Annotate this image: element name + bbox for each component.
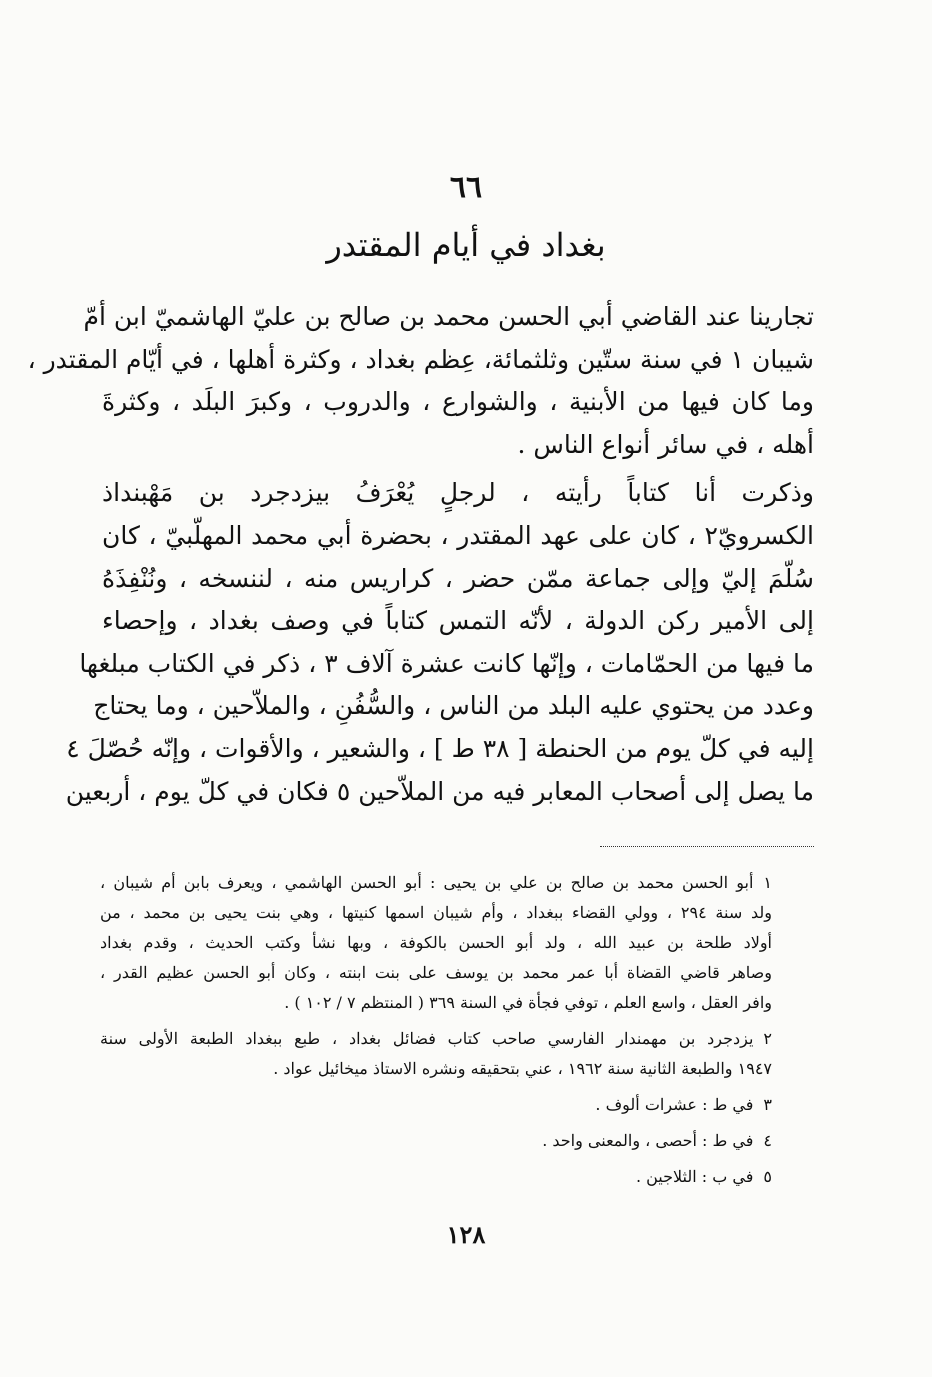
footnote-text: وصاهر قاضي القضاة أبا عمر محمد بن يوسف على بنت ابنته ، وكان أبو الحسن عظيم القدر ،: [100, 963, 772, 982]
footnote-text: ولد سنة ٢٩٤ ، وولي القضاء ببغداد ، وأم شيبان اسمها كنيتها ، وهي بنت يحيى بن محمد ، من: [100, 903, 773, 922]
body-line: إلى الأمير ركن الدولة ، لأنّه التمس كتاباً في وصف بغداد ، وإحصاء: [102, 606, 814, 636]
chapter-title: بغداد في أيام المقتدر: [326, 226, 606, 264]
body-line: سُلّمَ إليّ وإلى جماعة ممّن حضر ، كراريس منه ، لننسخه ، ونُنْفِذَهُ: [102, 563, 814, 593]
footnote-text: أولاد طلحة بن عبيد الله ، ولد أبو الحسن بالكوفة ، وبها نشأ وكتب الحديث ، وقدم بغداد: [100, 933, 773, 952]
footnote-text: ١٩٤٧ والطبعة الثانية سنة ١٩٦٢ ، عني بتحقيقه ونشره الاستاذ ميخائيل عواد .: [273, 1059, 772, 1078]
footnote-1: [100, 868, 772, 1018]
footnote-text: أبو الحسن محمد بن صالح بن علي بن يحيى : أبو الحسن الهاشمي ، ويعرف بابن أم شيبان ،: [100, 873, 754, 892]
body-text: [27, 296, 814, 813]
body-line: الكسرويّ٢ ، كان على عهد المقتدر ، بحضرة أبي محمد المهلّبيّ ، كان: [102, 520, 814, 550]
footnote-3: [100, 1090, 772, 1120]
footnote-text: يزدجرد بن مهمندار الفارسي صاحب كتاب فضائل بغداد ، طبع ببغداد الطبعة الأولى سنة: [100, 1029, 754, 1048]
footnote-divider: [600, 846, 814, 847]
footnotes: [100, 868, 772, 1192]
page-number: ١٢٨: [446, 1220, 486, 1249]
body-line: شيبان ١ في سنة ستّين وثلثمائة، عِظم بغداد ، وكثرة أهلها ، في أيّام المقتدر ،: [27, 344, 814, 374]
footnote-number: ٣: [763, 1095, 772, 1114]
body-line: تجارينا عند القاضي أبي الحسن محمد بن صالح بن عليّ الهاشميّ ابن أمّ: [83, 302, 814, 331]
footnote-number: ١: [763, 873, 772, 892]
body-line: وذكرت أنا كتاباً رأيته ، لرجلٍ يُعْرَفُ بيزدجرد بن مَهْبنداذ: [102, 478, 814, 508]
chapter-number: ٦٦: [449, 170, 483, 205]
footnote-text: في ب : الثلاجين .: [635, 1167, 754, 1186]
footnote-text: في ط : أحصى ، والمعنى واحد .: [542, 1131, 754, 1150]
body-line: وما كان فيها من الأبنية ، والشوارع ، والدروب ، وكبرَ البلَد ، وكثرةَ: [102, 387, 814, 417]
footnote-number: ٥: [763, 1167, 772, 1186]
footnote-5: [100, 1162, 772, 1192]
footnote-text: في ط : عشرات ألوف .: [595, 1095, 754, 1114]
body-line: إليه في كلّ يوم من الحنطة [ ٣٨ ط ] ، والشعير ، والأقوات ، وإنّه حُصّلَ ٤: [66, 733, 814, 763]
footnote-4: [100, 1126, 772, 1156]
footnote-number: ٢: [763, 1029, 772, 1048]
footnote-number: ٤: [763, 1131, 772, 1150]
footnote-2: [100, 1024, 772, 1084]
body-line: ما فيها من الحمّامات ، وإنّها كانت عشرة آلاف ٣ ، ذكر في الكتاب مبلغها: [79, 648, 814, 678]
body-line: وعدد من يحتوي عليه البلد من الناس ، والسُّفُنِ ، والملاّحين ، وما يحتاج: [93, 691, 814, 721]
body-line: ما يصل إلى أصحاب المعابر فيه من الملاّحين ٥ فكان في كلّ يوم ، أربعين: [65, 776, 814, 806]
footnote-text: وافر العقل ، واسع العلم ، توفي فجأة في السنة ٣٦٩ ( المنتظم ٧ / ١٠٢ ) .: [284, 993, 772, 1012]
body-line: أهله ، في سائر أنواع الناس .: [517, 429, 814, 459]
